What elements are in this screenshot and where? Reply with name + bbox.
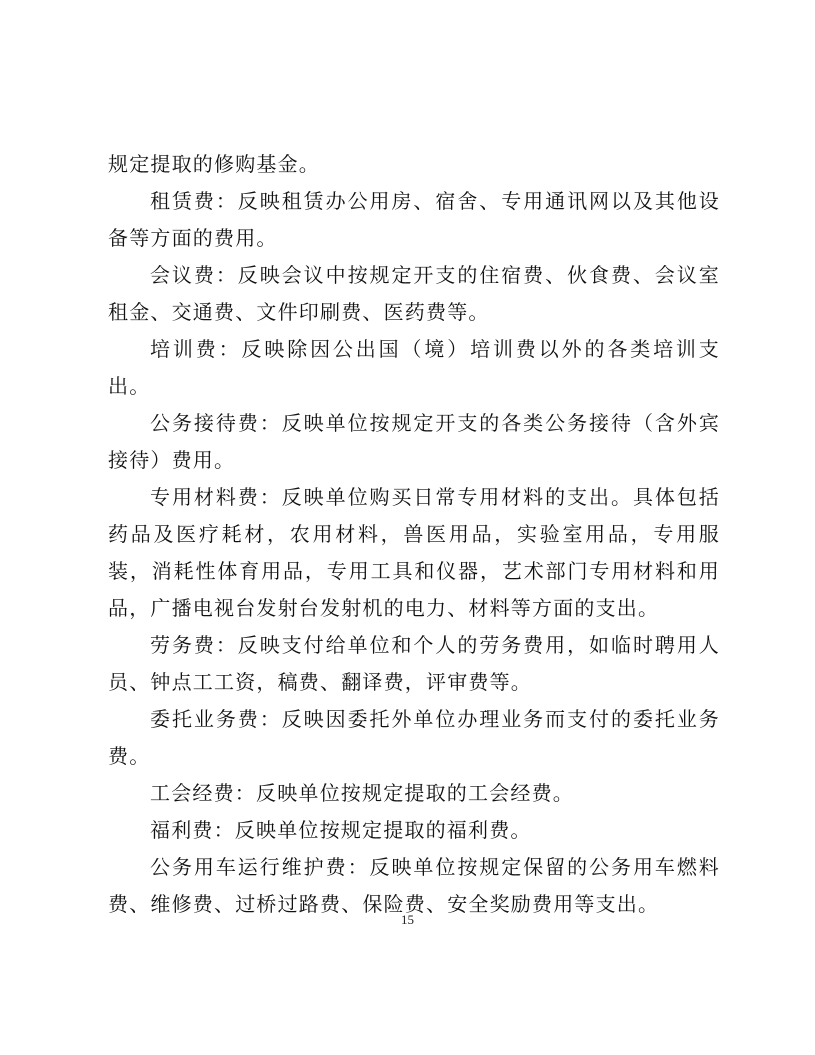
paragraph-rent-fee: 租赁费：反映租赁办公用房、宿舍、专用通讯网以及其他设备等方面的费用。 [108, 189, 720, 250]
paragraph-vehicle-maintenance-fee: 公务用车运行维护费：反映单位按规定保留的公务用车燃料费、维修费、过桥过路费、保险费、安全奖励费用等支出。 [108, 855, 720, 916]
paragraph-special-materials-fee: 专用材料费：反映单位购买日常专用材料的支出。具体包括药品及医疗耗材，农用材料，兽医用品，实验室用品，专用服装，消耗性体育用品，专用工具和仪器，艺术部门专用材料和用品，广播电视台发射台发射机的电力、材料等方面的支出。 [108, 485, 720, 620]
paragraph-labor-fee: 劳务费：反映支付给单位和个人的劳务费用，如临时聘用人员、钟点工工资，稿费、翻译费，评审费等。 [108, 633, 720, 694]
body-text [108, 146, 720, 923]
paragraph-training-fee: 培训费：反映除因公出国（境）培训费以外的各类培训支出。 [108, 337, 720, 398]
paragraph-welfare-fee: 福利费：反映单位按规定提取的福利费。 [150, 818, 532, 842]
paragraph-union-fee: 工会经费：反映单位按规定提取的工会经费。 [150, 781, 574, 805]
paragraph-reception-fee: 公务接待费：反映单位按规定开支的各类公务接待（含外宾接待）费用。 [108, 411, 720, 472]
paragraph-continuation: 规定提取的修购基金。 [108, 152, 320, 176]
page-number: 15 [401, 912, 414, 927]
paragraph-entrusted-business-fee: 委托业务费：反映因委托外单位办理业务而支付的委托业务费。 [108, 707, 720, 768]
paragraph-meeting-fee: 会议费：反映会议中按规定开支的住宿费、伙食费、会议室租金、交通费、文件印刷费、医药费等。 [108, 263, 720, 324]
